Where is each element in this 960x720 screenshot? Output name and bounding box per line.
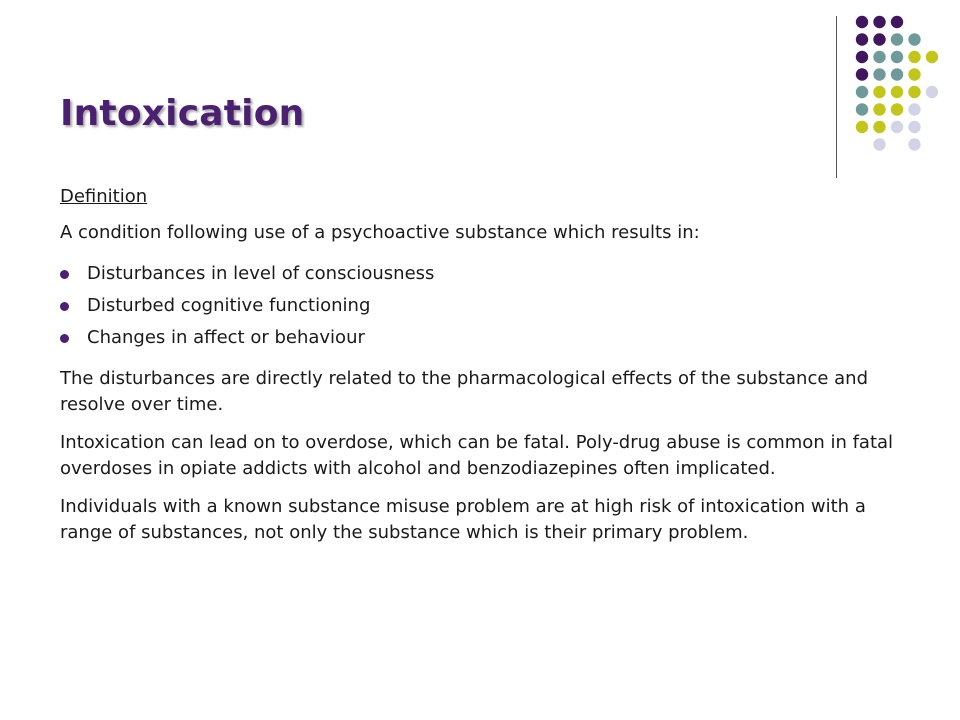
decorative-dot <box>891 51 903 63</box>
decorative-dot <box>891 33 903 45</box>
list-item-text: Disturbances in level of consciousness <box>87 263 435 284</box>
decorative-dot <box>908 138 920 150</box>
paragraph-resolution: The disturbances are directly related to the pharmacological effects of the substance and resolve over time. <box>60 368 869 415</box>
definition-intro: A condition following use of a psychoactive substance which results in: <box>60 222 700 243</box>
slide-body <box>60 184 900 558</box>
decorative-dot <box>908 103 920 115</box>
decorative-dot <box>891 103 903 115</box>
bullet-icon <box>60 334 69 343</box>
decorative-dot <box>908 86 920 98</box>
list-item <box>60 322 900 354</box>
decorative-dot <box>891 16 903 28</box>
decorative-dot <box>856 16 868 28</box>
paragraph-overdose: Intoxication can lead on to overdose, which can be fatal. Poly-drug abuse is common in fatal overdoses in opiate addicts with alcohol and benzodiazepines often implicated. <box>60 432 894 479</box>
list-item-text: Changes in affect or behaviour <box>87 327 365 348</box>
slide-title: Intoxication <box>60 93 305 134</box>
definition-label: Definition <box>60 186 148 207</box>
decorative-dot <box>856 51 868 63</box>
decorative-dot <box>926 86 938 98</box>
decorative-dot <box>856 68 868 80</box>
decorative-dot <box>873 68 885 80</box>
decorative-dot <box>873 86 885 98</box>
list-item <box>60 290 900 322</box>
decorative-dot <box>908 33 920 45</box>
decorative-dot <box>926 51 938 63</box>
decorative-dot <box>908 68 920 80</box>
decorative-dot <box>908 121 920 133</box>
list-item <box>60 258 900 290</box>
list-item-text: Disturbed cognitive functioning <box>87 295 371 316</box>
vertical-divider <box>836 16 837 178</box>
decorative-dot <box>873 51 885 63</box>
decorative-dot <box>856 121 868 133</box>
decorative-dot <box>891 68 903 80</box>
decorative-dot <box>856 86 868 98</box>
bullet-icon <box>60 270 69 279</box>
decorative-dot <box>908 51 920 63</box>
decorative-dot <box>873 138 885 150</box>
decorative-dot <box>873 121 885 133</box>
decorative-dot <box>856 33 868 45</box>
paragraph-risk: Individuals with a known substance misuse problem are at high risk of intoxication with a range of substances, not only the substance which is their primary problem. <box>60 496 866 543</box>
decorative-dot <box>873 16 885 28</box>
decorative-dot <box>891 86 903 98</box>
decorative-dot <box>873 33 885 45</box>
symptom-list <box>60 258 900 354</box>
decorative-dot <box>891 121 903 133</box>
bullet-icon <box>60 302 69 311</box>
decorative-dot <box>856 103 868 115</box>
decorative-dot <box>873 103 885 115</box>
